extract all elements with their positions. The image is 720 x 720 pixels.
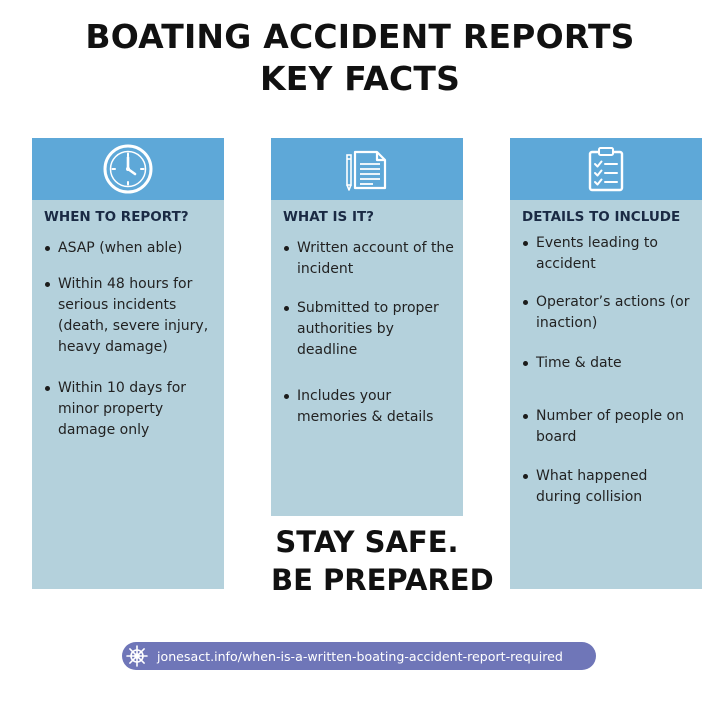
list-item: Number of people on board <box>522 406 696 448</box>
column-heading: DETAILS TO INCLUDE <box>522 209 681 225</box>
title-line-1: BOATING ACCIDENT REPORTS <box>85 17 635 56</box>
column-heading: WHEN TO REPORT? <box>44 209 189 225</box>
ship-wheel-icon <box>124 643 150 669</box>
bullet-list <box>44 238 218 441</box>
column-header <box>271 138 463 200</box>
tagline-line-1: STAY SAFE. <box>275 525 459 559</box>
clipboard-checklist-icon <box>583 145 629 193</box>
list-item: What happened during collision <box>522 466 696 508</box>
list-item: Time & date <box>522 353 696 374</box>
list-item: Within 10 days for minor property damage only <box>44 378 218 441</box>
source-url[interactable]: jonesact.info/when-is-a-written-boating-accident-report-required <box>157 648 563 664</box>
bullet-list <box>522 233 696 508</box>
list-item: Events leading to accident <box>522 233 696 275</box>
list-item: Includes your memories & details <box>283 386 457 428</box>
document-icon <box>343 145 391 193</box>
column-heading: WHAT IS IT? <box>283 209 375 225</box>
list-item: Written account of the incident <box>283 238 457 280</box>
list-item: ASAP (when able) <box>44 238 218 259</box>
column-header <box>32 138 224 200</box>
clock-icon <box>102 143 154 195</box>
tagline <box>271 523 494 599</box>
page-title <box>0 16 720 100</box>
column-header <box>510 138 702 200</box>
source-url-pill[interactable] <box>122 642 596 670</box>
list-item: Operator’s actions (or inaction) <box>522 292 696 334</box>
bullet-list <box>283 238 457 428</box>
list-item: Within 48 hours for serious incidents (death, severe injury, heavy damage) <box>44 274 218 358</box>
column-details-to-include <box>510 138 702 589</box>
list-item: Submitted to proper authorities by deadline <box>283 298 457 361</box>
column-when-to-report <box>32 138 224 589</box>
column-what-is-it <box>271 138 463 516</box>
tagline-line-2: BE PREPARED <box>271 563 494 597</box>
title-line-2: KEY FACTS <box>259 59 461 98</box>
